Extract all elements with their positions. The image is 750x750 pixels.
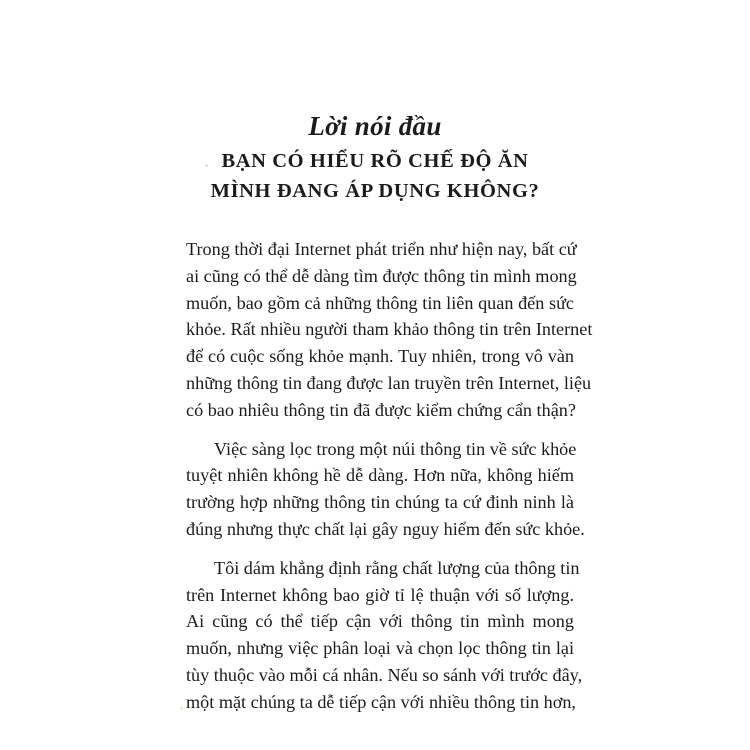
- text-line: tuyệt nhiên không hề dễ dàng. Hơn nữa, không hiếm: [186, 465, 574, 486]
- paragraph-2: [186, 436, 585, 543]
- text-line: tùy thuộc vào mỗi cá nhân. Nếu so sánh với trước đây,: [186, 664, 583, 685]
- body-text: [186, 236, 593, 716]
- text-line: trên Internet không bao giờ tỉ lệ thuận với số lượng.: [186, 584, 574, 605]
- paragraph-3: [186, 555, 583, 716]
- text-line: có bao nhiêu thông tin đã được kiểm chứng cẩn thận?: [186, 399, 576, 420]
- text-line: một mặt chúng ta dễ tiếp cận với nhiều thông tin hơn,: [186, 691, 576, 712]
- preface-heading: Lời nói đầu: [308, 111, 442, 141]
- subtitle-line-1: BẠN CÓ HIỂU RÕ CHẾ ĐỘ ĂN: [221, 150, 529, 172]
- paragraph-1: [186, 236, 593, 424]
- subtitle-line-2: MÌNH ĐANG ÁP DỤNG KHÔNG?: [210, 180, 540, 202]
- text-line: Tôi dám khẳng định rằng chất lượng của thông tin: [214, 557, 580, 578]
- paper-speck: [205, 164, 208, 167]
- text-line: muốn, nhưng việc phân loại và chọn lọc thông tin lại: [186, 638, 574, 659]
- paper-speck: [180, 707, 183, 710]
- text-line: khỏe. Rất nhiều người tham khảo thông tin trên Internet: [186, 319, 593, 340]
- text-line: để có cuộc sống khỏe mạnh. Tuy nhiên, trong vô vàn: [186, 346, 574, 367]
- text-line: ai cũng có thể dễ dàng tìm được thông tin mình mong: [186, 265, 577, 286]
- text-line: đúng nhưng thực chất lại gây nguy hiểm đến sức khỏe.: [186, 518, 585, 539]
- text-line: Ai cũng có thể tiếp cận với thông tin mình mong: [186, 611, 574, 632]
- text-line: trường hợp những thông tin chúng ta cứ đinh ninh là: [186, 492, 574, 513]
- text-line: muốn, bao gồm cả những thông tin liên quan đến sức: [186, 292, 574, 313]
- text-line: những thông tin đang được lan truyền trên Internet, liệu: [186, 372, 592, 393]
- text-line: Trong thời đại Internet phát triển như hiện nay, bất cứ: [186, 239, 577, 259]
- text-line: Việc sàng lọc trong một núi thông tin về sức khỏe: [214, 438, 577, 459]
